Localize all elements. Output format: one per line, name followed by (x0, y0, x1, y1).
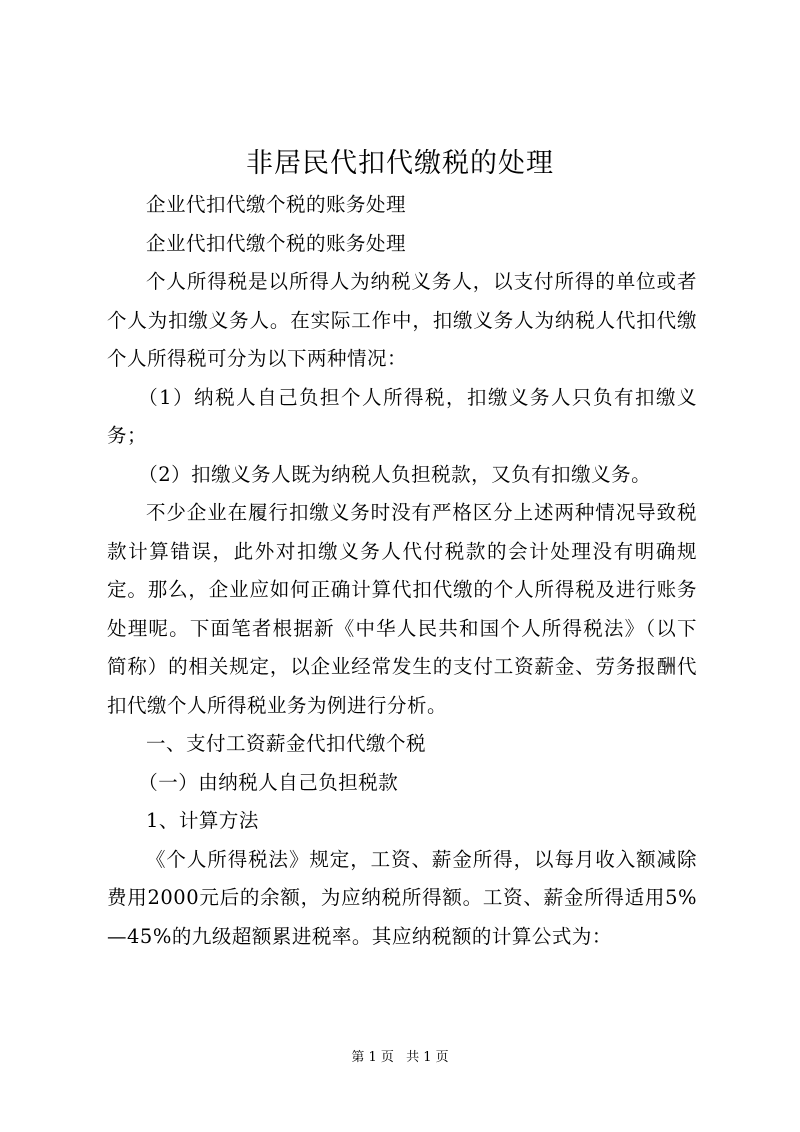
page-number: 第 1 页 (351, 1050, 394, 1065)
paragraph-analysis: 不少企业在履行扣缴义务时没有严格区分上述两种情况导致税款计算错误，此外对扣缴义务人代付税款的会计处理没有明确规定。那么，企业应如何正确计算代扣代缴的个人所得税及进行账务处理呢。下面笔者根据新《中华人民共和国个人所得税法》（以下简称）的相关规定，以企业经常发生的支付工资薪金、劳务报酬代扣代缴个人所得税业务为例进行分析。 (107, 501, 697, 717)
paragraph-intro: 个人所得税是以所得人为纳税义务人，以支付所得的单位或者个人为扣缴义务人。在实际工作中，扣缴义务人为纳税人代扣代缴个人所得税可分为以下两种情况： (107, 270, 697, 370)
page-footer (0, 1046, 800, 1065)
method-heading: 1、计算方法 (146, 809, 259, 832)
document-body (107, 186, 697, 956)
section-heading: 一、支付工资薪金代扣代缴个税 (146, 732, 427, 755)
paragraph-case-1: （1）纳税人自己负担个人所得税，扣缴义务人只负有扣缴义务； (107, 385, 697, 447)
document-title: 非居民代扣代缴税的处理 (246, 148, 554, 179)
paragraph-law: 《个人所得税法》规定，工资、薪金所得，以每月收入额减除费用2000元后的余额，为应纳税所得额。工资、薪金所得适用5%—45%的九级超额累进税率。其应纳税额的计算公式为： (107, 847, 697, 948)
paragraph-case-2: （2）扣缴义务人既为纳税人负担税款，又负有扣缴义务。 (138, 462, 652, 486)
paragraph-heading-2: 企业代扣代缴个税的账务处理 (146, 231, 407, 255)
paragraph-heading-1: 企业代扣代缴个税的账务处理 (146, 193, 407, 216)
subsection-heading: （一）由纳税人自己负担税款 (138, 770, 399, 794)
page-total: 共 1 页 (406, 1050, 449, 1065)
